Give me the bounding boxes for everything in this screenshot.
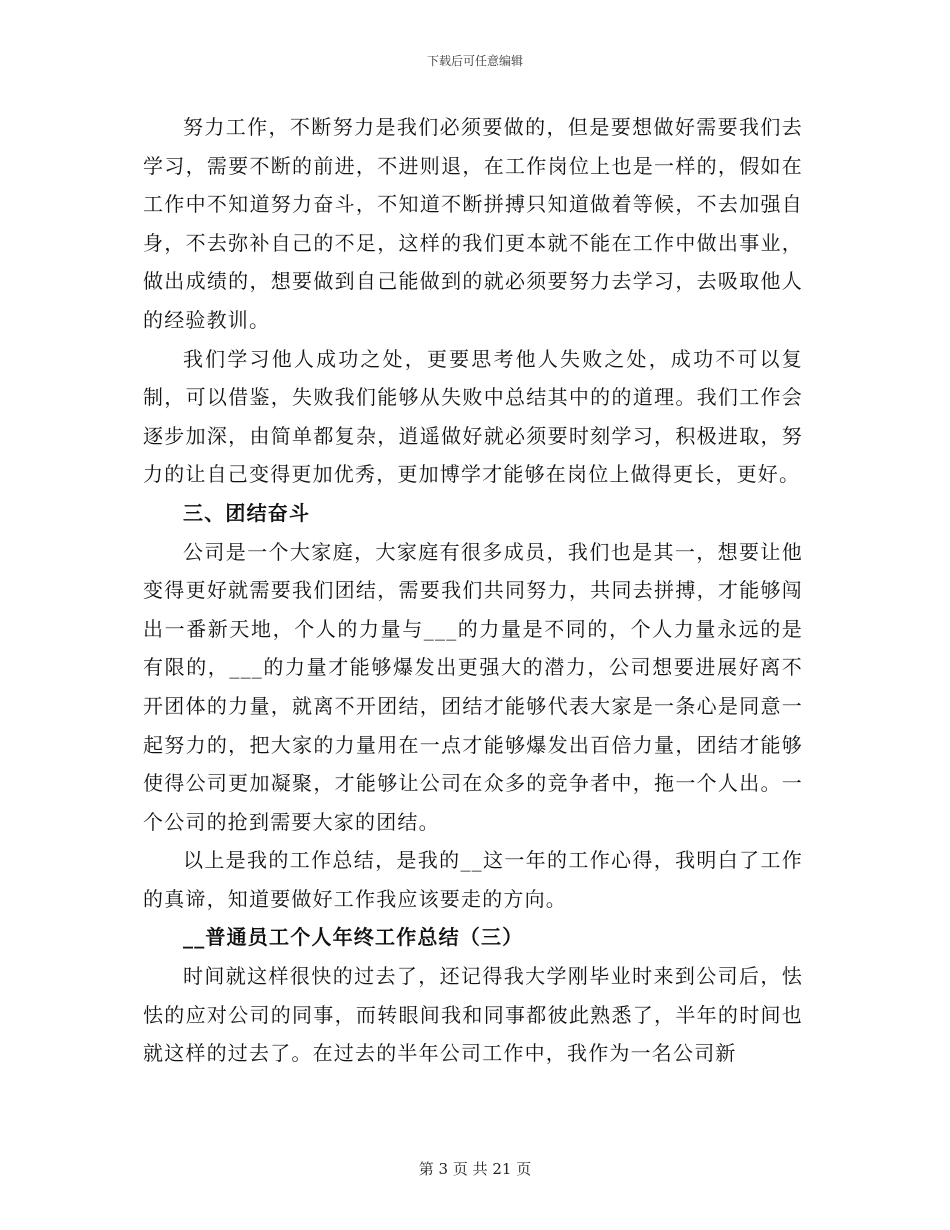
paragraph-time-passed: 时间就这样很快的过去了，还记得我大学刚毕业时来到公司后，怯怯的应对公司的同事，而转眼间我和同事都彼此熟悉了，半年的时间也就这样的过去了。在过去的半年公司工作中，我作为一名公司新 bbox=[143, 964, 803, 1066]
section-heading-unity: 三、团结奋斗 bbox=[183, 500, 311, 525]
paragraph-company-family: 公司是一个大家庭，大家庭有很多成员，我们也是其一，想要让他变得更好就需要我们团结，需要我们共同努力，共同去拼搏，才能够闯出一番新天地，个人的力量与___的力量是不同的，个人力量永远的是有限的，___的力量才能够爆发出更强大的潜力，公司想要进展好离不开团体的力量，就离不开团结，团结才能够代表大家是一条心是同意一起努力的，把大家的力量用在一点才能够爆发出百倍力量，团结才能够使得公司更加凝聚，才能够让公司在众多的竞争者中，拖一个人出。一个公司的抢到需要大家的团结。 bbox=[143, 539, 803, 834]
section-title-summary-three: __普通员工个人年终工作总结（三） bbox=[183, 925, 524, 950]
header-note: 下载后可任意编辑 bbox=[426, 54, 523, 68]
paragraph-summary: 以上是我的工作总结，是我的__这一年的工作心得，我明白了工作的真谛，知道要做好工作我应该要走的方向。 bbox=[143, 848, 803, 911]
paragraph-work-hard: 努力工作，不断努力是我们必须要做的，但是要想做好需要我们去学习，需要不断的前进，不进则退，在工作岗位上也是一样的，假如在工作中不知道努力奋斗，不知道不断拼搏只知道做着等候，不去加强自身，不去弥补自己的不足，这样的我们更本就不能在工作中做出事业，做出成绩的，想要做到自己能做到的就必须要努力去学习，去吸取他人的经验教训。 bbox=[143, 115, 803, 332]
document-body bbox=[143, 108, 803, 1073]
page-footer: 第 3 页 共 21 页 bbox=[418, 1160, 532, 1178]
paragraph-learn-from-others: 我们学习他人成功之处，更要思考他人失败之处，成功不可以复制，可以借鉴，失败我们能够从失败中总结其中的的道理。我们工作会逐步加深，由简单都复杂，逍遥做好就必须要时刻学习，积极进取，努力的让自己变得更加优秀，更加博学才能够在岗位上做得更长，更好。 bbox=[143, 346, 803, 487]
